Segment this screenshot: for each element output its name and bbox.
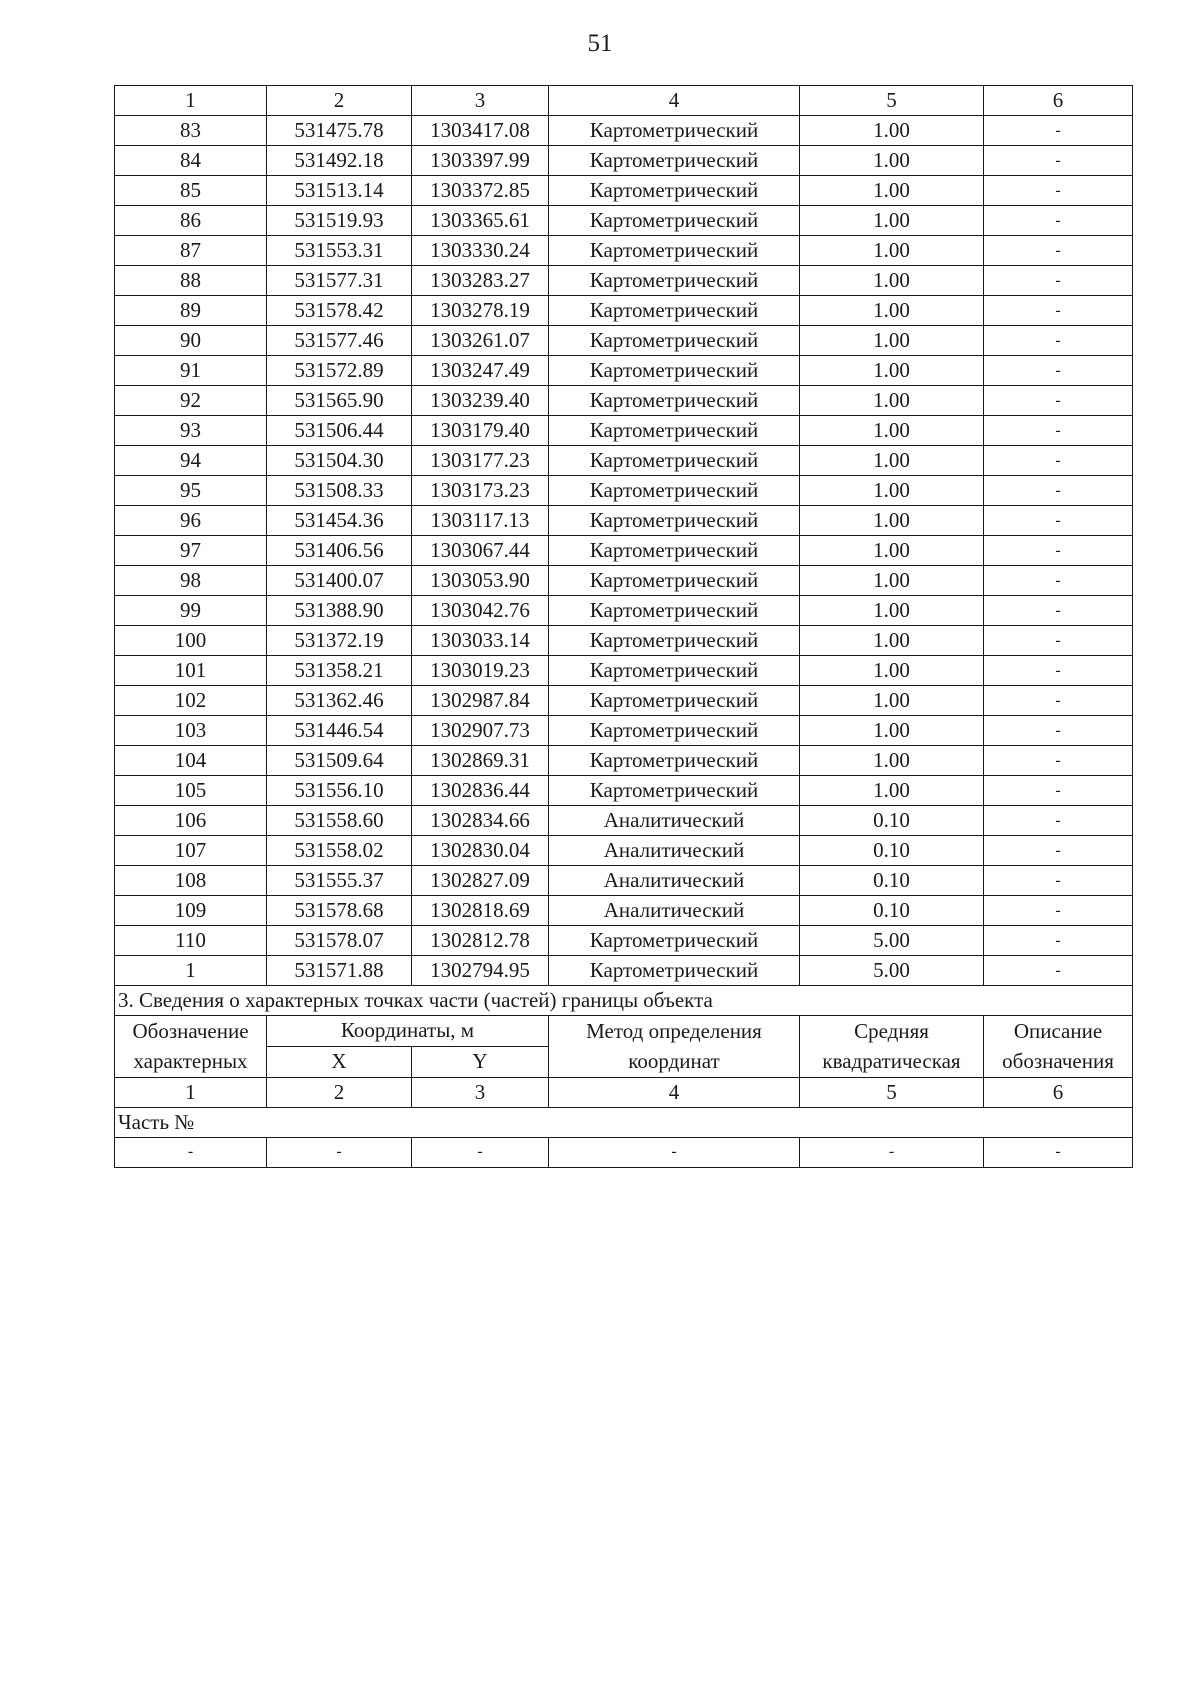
table-row (115, 686, 1133, 716)
column-number: 4 (549, 1077, 800, 1107)
description-cell: - (984, 656, 1133, 686)
y-coordinate-cell: 1303042.76 (412, 596, 549, 626)
point-number-cell: 110 (115, 926, 267, 956)
point-number-cell: 101 (115, 656, 267, 686)
point-number-cell: 88 (115, 266, 267, 296)
description-cell: - (984, 236, 1133, 266)
column-number: 1 (115, 1077, 267, 1107)
description-cell: - (984, 956, 1133, 986)
y-coordinate-cell: 1303179.40 (412, 416, 549, 446)
error-header-line1: Средняя (854, 1019, 929, 1043)
method-cell: Картометрический (549, 326, 800, 356)
x-coordinate-cell: 531555.37 (267, 866, 412, 896)
x-coordinate-cell: 531577.31 (267, 266, 412, 296)
y-coordinate-cell: 1303417.08 (412, 116, 549, 146)
point-number-cell: 97 (115, 536, 267, 566)
point-number-cell: 89 (115, 296, 267, 326)
method-cell: Картометрический (549, 716, 800, 746)
method-cell: Картометрический (549, 386, 800, 416)
x-coordinate-cell: 531578.42 (267, 296, 412, 326)
error-header-line2: квадратическая (822, 1049, 961, 1074)
description-cell: - (984, 176, 1133, 206)
coordinates-table (114, 85, 1133, 1168)
point-number-cell: 84 (115, 146, 267, 176)
error-cell: 5.00 (800, 956, 984, 986)
method-cell: Картометрический (549, 176, 800, 206)
y-coordinate-cell: 1302836.44 (412, 776, 549, 806)
y-header: Y (412, 1046, 549, 1077)
method-cell: Картометрический (549, 296, 800, 326)
description-cell: - (984, 536, 1133, 566)
designation-header-line2: характерных (133, 1049, 248, 1074)
y-coordinate-cell: 1303019.23 (412, 656, 549, 686)
column-number: 4 (549, 86, 800, 116)
y-coordinate-cell: 1303330.24 (412, 236, 549, 266)
description-cell: - (984, 866, 1133, 896)
column-number: 6 (984, 86, 1133, 116)
empty-cell: - (800, 1137, 984, 1167)
x-header: X (267, 1046, 412, 1077)
table-row (115, 926, 1133, 956)
point-number-cell: 90 (115, 326, 267, 356)
empty-part-row (115, 1137, 1133, 1167)
point-number-cell: 107 (115, 836, 267, 866)
error-cell: 1.00 (800, 686, 984, 716)
x-coordinate-cell: 531509.64 (267, 746, 412, 776)
method-cell: Картометрический (549, 356, 800, 386)
method-cell: Картометрический (549, 476, 800, 506)
y-coordinate-cell: 1303067.44 (412, 536, 549, 566)
point-number-cell: 109 (115, 896, 267, 926)
method-cell: Картометрический (549, 536, 800, 566)
error-cell: 0.10 (800, 806, 984, 836)
error-cell: 1.00 (800, 656, 984, 686)
error-cell: 1.00 (800, 596, 984, 626)
y-coordinate-cell: 1303033.14 (412, 626, 549, 656)
section-header-row (115, 1016, 1133, 1047)
point-number-cell: 83 (115, 116, 267, 146)
y-coordinate-cell: 1302827.09 (412, 866, 549, 896)
y-coordinate-cell: 1303117.13 (412, 506, 549, 536)
point-number-cell: 105 (115, 776, 267, 806)
description-cell: - (984, 806, 1133, 836)
description-header-line1: Описание (1013, 1019, 1103, 1043)
table-row (115, 836, 1133, 866)
method-cell: Картометрический (549, 506, 800, 536)
error-cell: 1.00 (800, 146, 984, 176)
method-header-line1: Метод определения (586, 1019, 762, 1043)
y-coordinate-cell: 1302869.31 (412, 746, 549, 776)
designation-header (115, 1016, 267, 1078)
method-cell: Картометрический (549, 776, 800, 806)
section-number-row (115, 1077, 1133, 1107)
table-row (115, 596, 1133, 626)
table-row (115, 236, 1133, 266)
description-header (984, 1016, 1133, 1078)
point-number-cell: 108 (115, 866, 267, 896)
y-coordinate-cell: 1302834.66 (412, 806, 549, 836)
x-coordinate-cell: 531372.19 (267, 626, 412, 656)
x-coordinate-cell: 531513.14 (267, 176, 412, 206)
error-cell: 1.00 (800, 536, 984, 566)
x-coordinate-cell: 531454.36 (267, 506, 412, 536)
table-row (115, 716, 1133, 746)
error-cell: 5.00 (800, 926, 984, 956)
x-coordinate-cell: 531475.78 (267, 116, 412, 146)
method-header-line2: координат (628, 1049, 720, 1074)
point-number-cell: 100 (115, 626, 267, 656)
error-cell: 1.00 (800, 386, 984, 416)
error-cell: 1.00 (800, 206, 984, 236)
empty-cell: - (115, 1137, 267, 1167)
column-number: 3 (412, 1077, 549, 1107)
description-cell: - (984, 296, 1133, 326)
table-row (115, 506, 1133, 536)
method-cell: Картометрический (549, 926, 800, 956)
x-coordinate-cell: 531492.18 (267, 146, 412, 176)
table-row (115, 356, 1133, 386)
point-number-cell: 86 (115, 206, 267, 236)
error-cell: 1.00 (800, 326, 984, 356)
table-row (115, 626, 1133, 656)
empty-cell: - (267, 1137, 412, 1167)
empty-cell: - (412, 1137, 549, 1167)
y-coordinate-cell: 1302830.04 (412, 836, 549, 866)
description-cell: - (984, 596, 1133, 626)
error-cell: 1.00 (800, 626, 984, 656)
x-coordinate-cell: 531508.33 (267, 476, 412, 506)
table-row (115, 116, 1133, 146)
table-row (115, 146, 1133, 176)
table-row (115, 176, 1133, 206)
point-number-cell: 95 (115, 476, 267, 506)
table-row (115, 776, 1133, 806)
point-number-cell: 106 (115, 806, 267, 836)
y-coordinate-cell: 1303173.23 (412, 476, 549, 506)
method-header (549, 1016, 800, 1078)
y-coordinate-cell: 1303283.27 (412, 266, 549, 296)
x-coordinate-cell: 531519.93 (267, 206, 412, 236)
error-cell: 1.00 (800, 296, 984, 326)
point-number-cell: 93 (115, 416, 267, 446)
x-coordinate-cell: 531362.46 (267, 686, 412, 716)
error-cell: 1.00 (800, 716, 984, 746)
coordinates-header: Координаты, м (267, 1016, 549, 1047)
x-coordinate-cell: 531504.30 (267, 446, 412, 476)
x-coordinate-cell: 531558.60 (267, 806, 412, 836)
method-cell: Картометрический (549, 416, 800, 446)
y-coordinate-cell: 1302794.95 (412, 956, 549, 986)
point-number-cell: 99 (115, 596, 267, 626)
method-cell: Картометрический (549, 206, 800, 236)
method-cell: Аналитический (549, 866, 800, 896)
point-number-cell: 91 (115, 356, 267, 386)
table-row (115, 656, 1133, 686)
table-row (115, 746, 1133, 776)
y-coordinate-cell: 1303239.40 (412, 386, 549, 416)
table-row (115, 536, 1133, 566)
method-cell: Картометрический (549, 446, 800, 476)
table-row (115, 806, 1133, 836)
y-coordinate-cell: 1303397.99 (412, 146, 549, 176)
description-cell: - (984, 266, 1133, 296)
table-row (115, 956, 1133, 986)
method-cell: Картометрический (549, 266, 800, 296)
x-coordinate-cell: 531578.68 (267, 896, 412, 926)
point-number-cell: 85 (115, 176, 267, 206)
description-cell: - (984, 446, 1133, 476)
description-cell: - (984, 146, 1133, 176)
y-coordinate-cell: 1302818.69 (412, 896, 549, 926)
x-coordinate-cell: 531571.88 (267, 956, 412, 986)
y-coordinate-cell: 1302812.78 (412, 926, 549, 956)
column-number: 5 (800, 1077, 984, 1107)
description-cell: - (984, 356, 1133, 386)
point-number-cell: 104 (115, 746, 267, 776)
description-cell: - (984, 836, 1133, 866)
description-cell: - (984, 386, 1133, 416)
x-coordinate-cell: 531400.07 (267, 566, 412, 596)
column-number: 5 (800, 86, 984, 116)
description-cell: - (984, 926, 1133, 956)
point-number-cell: 92 (115, 386, 267, 416)
table-row (115, 386, 1133, 416)
x-coordinate-cell: 531565.90 (267, 386, 412, 416)
point-number-cell: 102 (115, 686, 267, 716)
table-row (115, 416, 1133, 446)
page-number: 51 (587, 30, 613, 57)
column-number: 1 (115, 86, 267, 116)
table-row (115, 896, 1133, 926)
y-coordinate-cell: 1303372.85 (412, 176, 549, 206)
part-label: Часть № (115, 1107, 1133, 1137)
empty-cell: - (549, 1137, 800, 1167)
point-number-cell: 103 (115, 716, 267, 746)
description-cell: - (984, 326, 1133, 356)
table-row (115, 206, 1133, 236)
description-cell: - (984, 206, 1133, 236)
column-number-row (115, 86, 1133, 116)
x-coordinate-cell: 531406.56 (267, 536, 412, 566)
error-cell: 1.00 (800, 446, 984, 476)
table-row (115, 446, 1133, 476)
table-row (115, 326, 1133, 356)
error-cell: 1.00 (800, 356, 984, 386)
y-coordinate-cell: 1302987.84 (412, 686, 549, 716)
error-cell: 1.00 (800, 266, 984, 296)
description-cell: - (984, 116, 1133, 146)
description-cell: - (984, 416, 1133, 446)
description-cell: - (984, 566, 1133, 596)
method-cell: Картометрический (549, 956, 800, 986)
method-cell: Картометрический (549, 566, 800, 596)
x-coordinate-cell: 531388.90 (267, 596, 412, 626)
x-coordinate-cell: 531558.02 (267, 836, 412, 866)
table-row (115, 476, 1133, 506)
x-coordinate-cell: 531572.89 (267, 356, 412, 386)
method-cell: Картометрический (549, 146, 800, 176)
error-cell: 1.00 (800, 776, 984, 806)
y-coordinate-cell: 1302907.73 (412, 716, 549, 746)
error-cell: 1.00 (800, 236, 984, 266)
error-cell: 0.10 (800, 836, 984, 866)
point-number-cell: 96 (115, 506, 267, 536)
y-coordinate-cell: 1303177.23 (412, 446, 549, 476)
y-coordinate-cell: 1303365.61 (412, 206, 549, 236)
column-number: 2 (267, 1077, 412, 1107)
y-coordinate-cell: 1303278.19 (412, 296, 549, 326)
section-title: 3. Сведения о характерных точках части (частей) границы объекта (115, 986, 1133, 1016)
y-coordinate-cell: 1303053.90 (412, 566, 549, 596)
method-cell: Картометрический (549, 686, 800, 716)
error-cell: 1.00 (800, 746, 984, 776)
x-coordinate-cell: 531578.07 (267, 926, 412, 956)
part-label-row (115, 1107, 1133, 1137)
x-coordinate-cell: 531577.46 (267, 326, 412, 356)
method-cell: Картометрический (549, 656, 800, 686)
error-cell: 1.00 (800, 566, 984, 596)
method-cell: Картометрический (549, 116, 800, 146)
description-cell: - (984, 506, 1133, 536)
error-cell: 0.10 (800, 896, 984, 926)
table-row (115, 266, 1133, 296)
method-cell: Картометрический (549, 596, 800, 626)
description-cell: - (984, 896, 1133, 926)
x-coordinate-cell: 531506.44 (267, 416, 412, 446)
method-cell: Картометрический (549, 236, 800, 266)
description-cell: - (984, 716, 1133, 746)
description-cell: - (984, 746, 1133, 776)
point-number-cell: 87 (115, 236, 267, 266)
x-coordinate-cell: 531446.54 (267, 716, 412, 746)
error-cell: 1.00 (800, 476, 984, 506)
error-header (800, 1016, 984, 1078)
table-row (115, 296, 1133, 326)
error-cell: 1.00 (800, 416, 984, 446)
empty-cell: - (984, 1137, 1133, 1167)
method-cell: Аналитический (549, 896, 800, 926)
table-row (115, 866, 1133, 896)
method-cell: Аналитический (549, 836, 800, 866)
designation-header-line1: Обозначение (132, 1019, 249, 1043)
description-cell: - (984, 476, 1133, 506)
y-coordinate-cell: 1303247.49 (412, 356, 549, 386)
description-cell: - (984, 626, 1133, 656)
error-cell: 1.00 (800, 176, 984, 206)
method-cell: Картометрический (549, 746, 800, 776)
column-number: 2 (267, 86, 412, 116)
section-title-row (115, 986, 1133, 1016)
point-number-cell: 1 (115, 956, 267, 986)
x-coordinate-cell: 531556.10 (267, 776, 412, 806)
column-number: 6 (984, 1077, 1133, 1107)
error-cell: 0.10 (800, 866, 984, 896)
method-cell: Картометрический (549, 626, 800, 656)
method-cell: Аналитический (549, 806, 800, 836)
error-cell: 1.00 (800, 116, 984, 146)
x-coordinate-cell: 531358.21 (267, 656, 412, 686)
description-header-line2: обозначения (1002, 1049, 1114, 1074)
y-coordinate-cell: 1303261.07 (412, 326, 549, 356)
x-coordinate-cell: 531553.31 (267, 236, 412, 266)
description-cell: - (984, 686, 1133, 716)
point-number-cell: 98 (115, 566, 267, 596)
table-row (115, 566, 1133, 596)
column-number: 3 (412, 86, 549, 116)
description-cell: - (984, 776, 1133, 806)
error-cell: 1.00 (800, 506, 984, 536)
point-number-cell: 94 (115, 446, 267, 476)
